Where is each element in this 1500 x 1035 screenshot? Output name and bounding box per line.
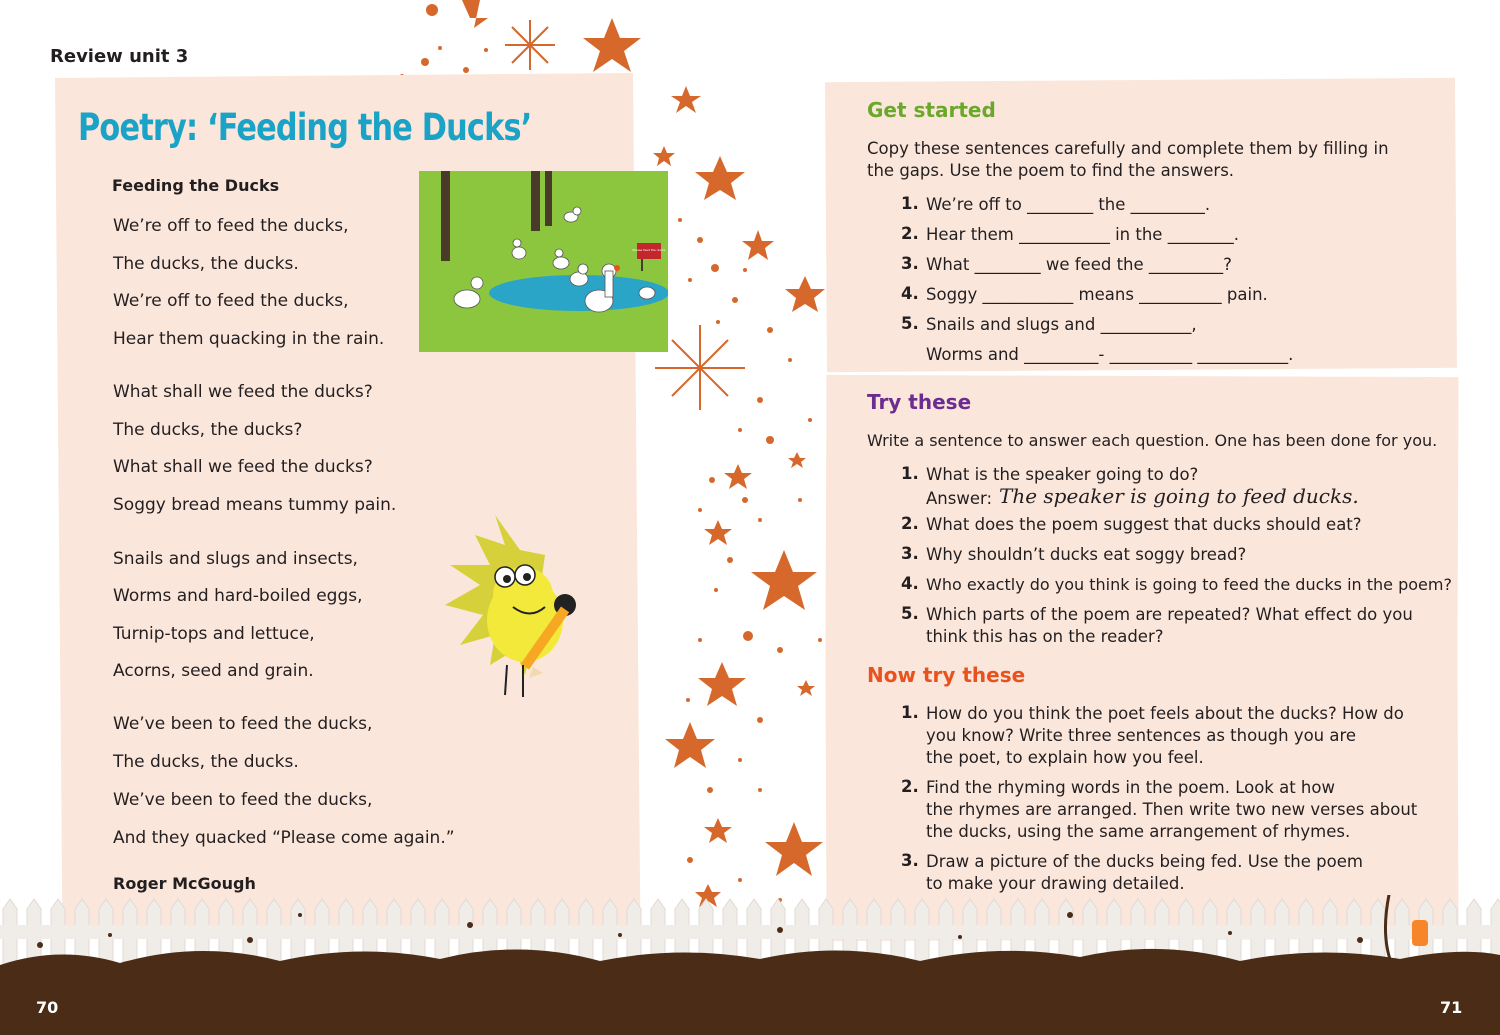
star-icon — [742, 230, 774, 260]
question-text: Snails and slugs and ___________, — [926, 315, 1197, 334]
question-number: 1. — [901, 464, 919, 483]
question-text: What is the speaker going to do? — [926, 465, 1199, 484]
poem-line: We’re off to feed the ducks, — [113, 291, 349, 311]
question-text: Soggy ___________ means __________ pain. — [926, 285, 1268, 304]
question-text: What does the poem suggest that ducks should eat? — [926, 515, 1362, 534]
star-icon — [462, 0, 488, 28]
poem-line: The ducks, the ducks? — [113, 420, 303, 440]
poem-line: Hear them quacking in the rain. — [113, 329, 385, 349]
poem-line: And they quacked “Please come again.” — [113, 828, 455, 848]
star-icon — [695, 156, 745, 200]
star-icon — [797, 680, 815, 696]
question-text: you know? Write three sentences as though you are — [926, 726, 1357, 745]
star-icon — [785, 276, 825, 312]
unit-label: Review unit 3 — [50, 46, 189, 67]
question-number: 4. — [901, 574, 919, 593]
question-text: Which parts of the poem are repeated? What effect do you — [926, 605, 1413, 624]
star-icon — [704, 520, 732, 545]
try-these-heading: Try these — [867, 390, 972, 414]
question-number: 3. — [901, 544, 919, 563]
poem-line: We’ve been to feed the ducks, — [113, 790, 373, 810]
question-text: Why shouldn’t ducks eat soggy bread? — [926, 545, 1247, 564]
question-text: to make your drawing detailed. — [926, 874, 1185, 893]
star-icon — [765, 822, 823, 876]
poem-line: The ducks, the ducks. — [113, 254, 299, 274]
question-text: How do you think the poet feels about the ducks? How do — [926, 704, 1404, 723]
question-text: Who exactly do you think is going to feed the ducks in the poem? — [926, 575, 1452, 594]
poem-line: Soggy bread means tummy pain. — [113, 495, 397, 515]
question-text: Worms and _________- __________ ___________. — [926, 345, 1294, 364]
question-text: What ________ we feed the _________? — [926, 255, 1232, 274]
page-title: Poetry: ‘Feeding the Ducks’ — [78, 106, 532, 149]
question-text: Find the rhyming words in the poem. Look at how — [926, 778, 1335, 797]
question-number: 5. — [901, 604, 919, 623]
poem-heading: Feeding the Ducks — [112, 176, 280, 195]
star-icon — [653, 146, 675, 166]
ducks-illustration — [419, 171, 668, 352]
question-number: 3. — [901, 254, 919, 273]
question-text: the rhymes are arranged. Then write two new verses about — [926, 800, 1418, 819]
question-number: 3. — [901, 851, 919, 870]
question-number: 1. — [901, 703, 919, 722]
try-these-intro: Write a sentence to answer each question. One has been done for you. — [867, 431, 1438, 450]
question-text: Hear them ___________ in the ________. — [926, 225, 1239, 244]
question-text: the poet, to explain how you feel. — [926, 748, 1204, 767]
hedgehog-mascot — [445, 515, 605, 710]
question-text: think this has on the reader? — [926, 627, 1164, 646]
poet-name: Roger McGough — [113, 874, 256, 893]
poem-line: Snails and slugs and insects, — [113, 549, 358, 569]
question-number: 2. — [901, 514, 919, 533]
question-number: 2. — [901, 777, 919, 796]
star-icon — [704, 818, 732, 843]
example-answer: The speaker is going to feed ducks. — [999, 484, 1359, 508]
question-number: 4. — [901, 284, 919, 303]
poem-line: Acorns, seed and grain. — [113, 661, 314, 681]
star-icon — [788, 452, 806, 468]
star-icon — [724, 464, 752, 489]
poem-line: The ducks, the ducks. — [113, 752, 299, 772]
sign-text: Please feed the ducks — [632, 248, 666, 252]
question-text: We’re off to ________ the _________. — [926, 195, 1211, 214]
poem-line: We’re off to feed the ducks, — [113, 216, 349, 236]
get-started-heading: Get started — [867, 98, 996, 122]
star-icon — [671, 86, 701, 113]
page-number-right: 71 — [1440, 998, 1463, 1017]
fence-and-soil — [0, 895, 1500, 1035]
star-icon — [698, 662, 746, 706]
now-try-heading: Now try these — [867, 663, 1026, 687]
poem-line: What shall we feed the ducks? — [113, 382, 373, 402]
star-icon — [751, 550, 817, 610]
page-number-left: 70 — [36, 998, 59, 1017]
get-started-intro: the gaps. Use the poem to find the answers. — [867, 161, 1235, 180]
star-icon — [583, 18, 641, 72]
poem-line: We’ve been to feed the ducks, — [113, 714, 373, 734]
poem-line: Turnip-tops and lettuce, — [113, 624, 315, 644]
answer-label: Answer: — [926, 489, 993, 508]
question-text: the ducks, using the same arrangement of rhymes. — [926, 822, 1351, 841]
star-icon — [665, 722, 715, 768]
question-number: 1. — [901, 194, 919, 213]
question-number: 2. — [901, 224, 919, 243]
poem-line: Worms and hard-boiled eggs, — [113, 586, 363, 606]
question-number: 5. — [901, 314, 919, 333]
question-text: Draw a picture of the ducks being fed. Use the poem — [926, 852, 1363, 871]
poem-line: What shall we feed the ducks? — [113, 457, 373, 477]
get-started-intro: Copy these sentences carefully and complete them by filling in — [867, 139, 1389, 158]
